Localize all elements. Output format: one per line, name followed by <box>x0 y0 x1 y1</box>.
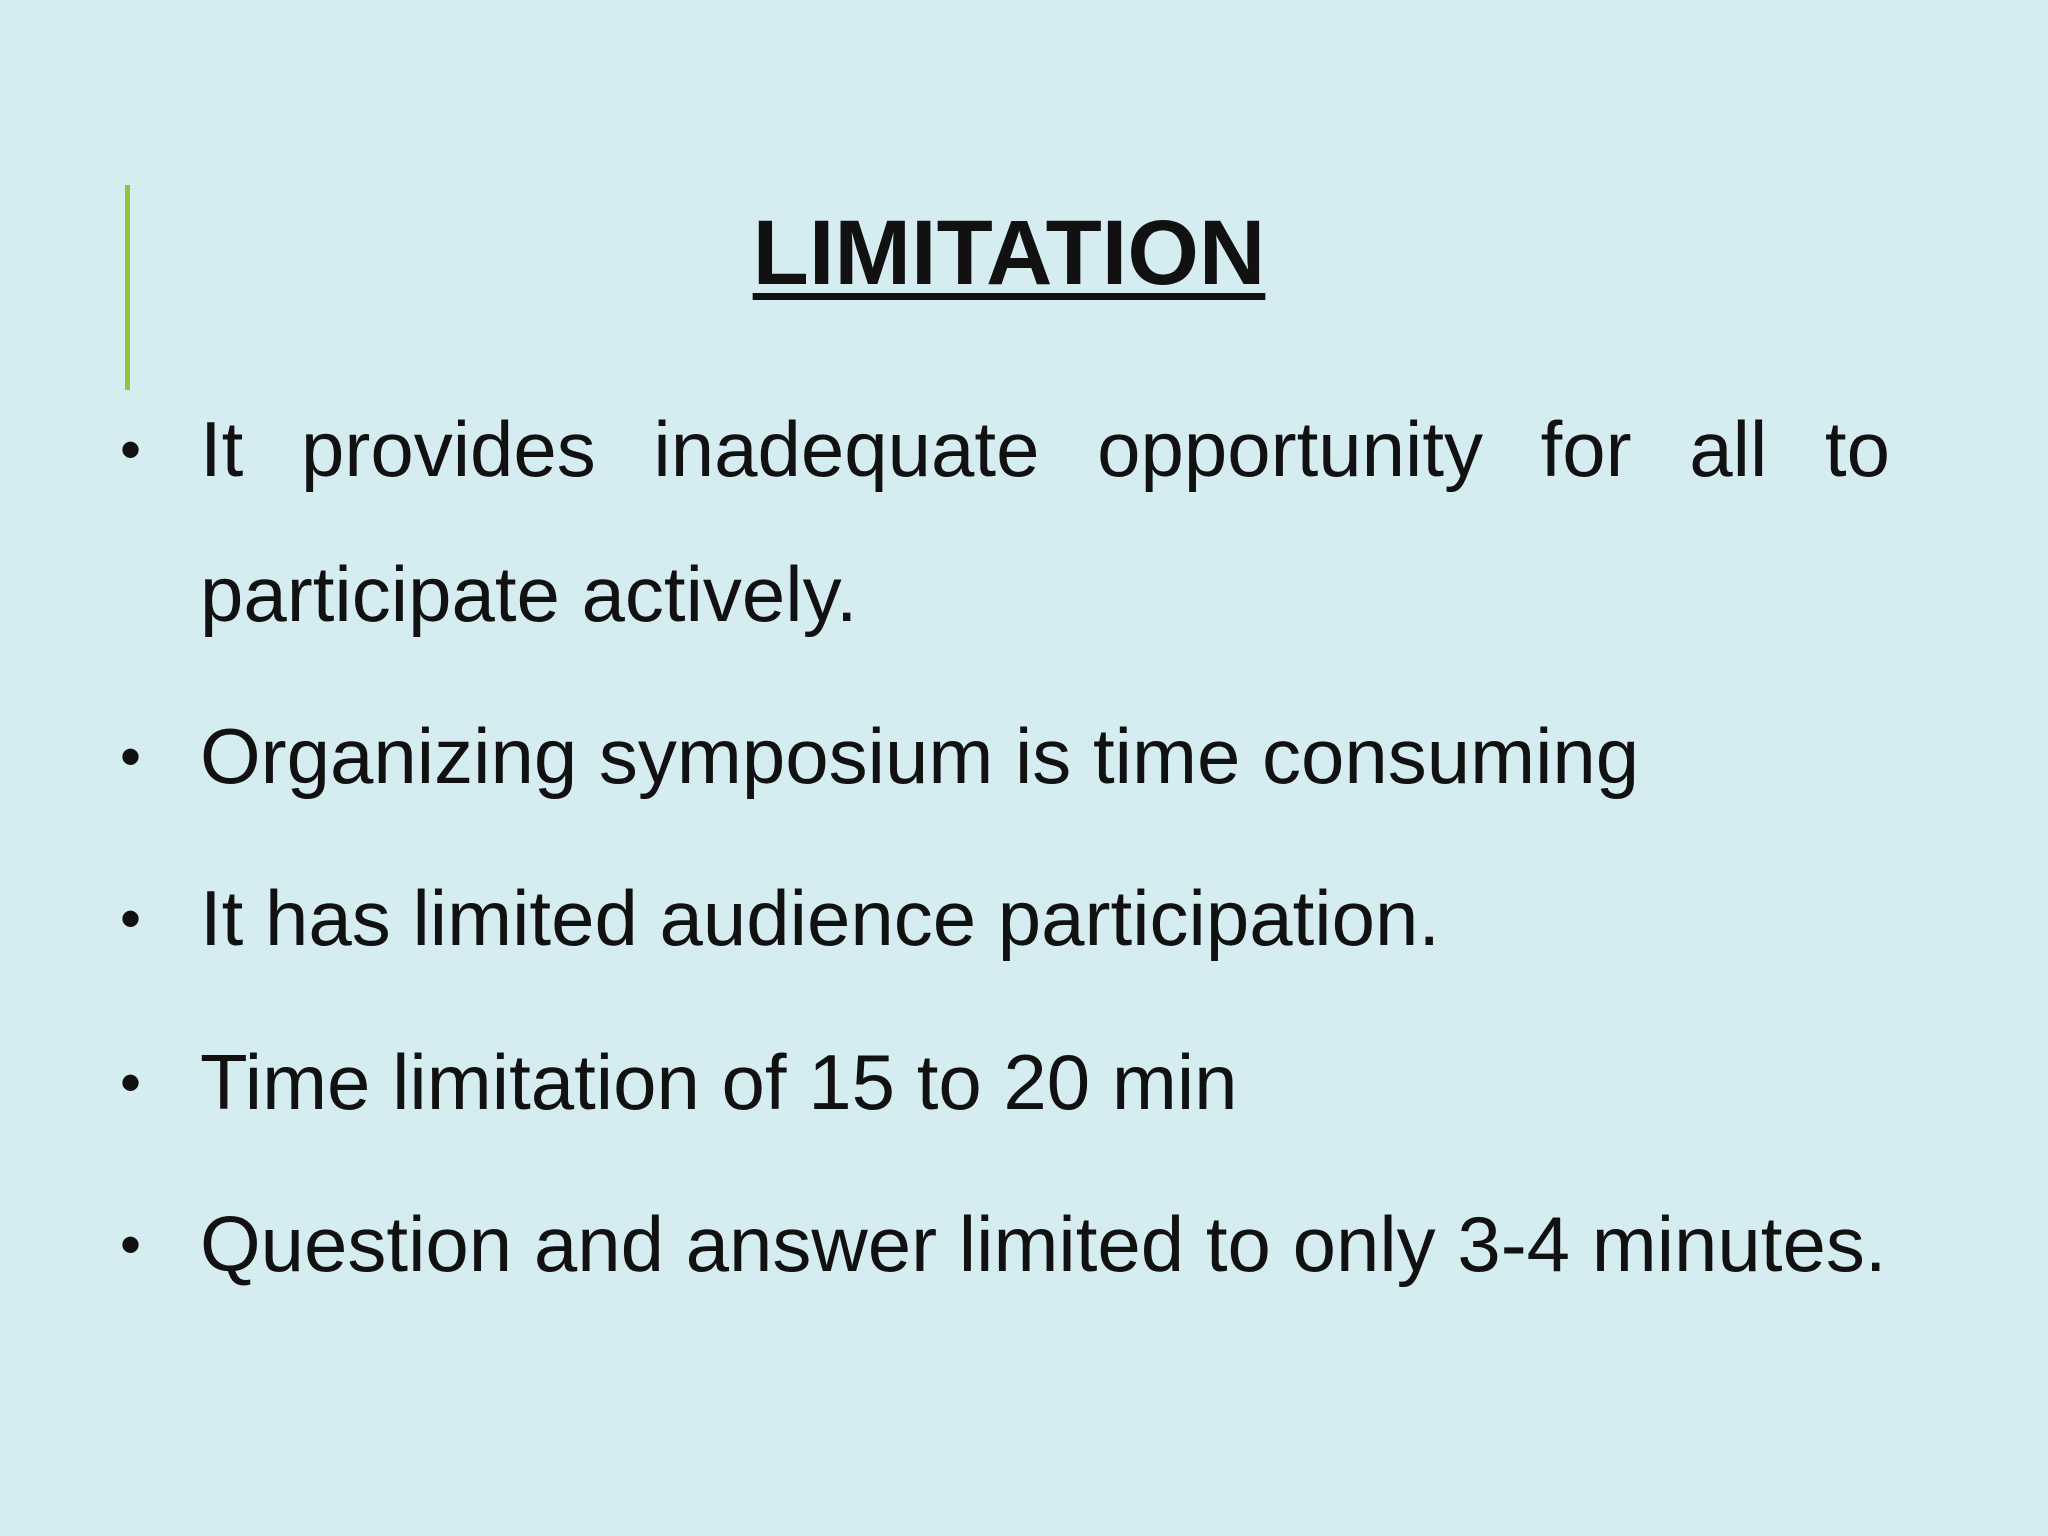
bullet-item <box>120 684 1890 829</box>
slide-title: LIMITATION <box>752 202 1266 304</box>
bullet-item <box>120 377 1890 667</box>
bullet-item <box>120 1172 1890 1317</box>
bullet-icon: • <box>120 723 142 790</box>
bullet-icon: • <box>120 1211 142 1278</box>
bullet-icon: • <box>120 416 142 483</box>
bullet-text: Organizing symposium is time consuming <box>200 712 1640 800</box>
bullet-text: It has limited audience participation. <box>200 874 1441 962</box>
bullet-item <box>120 1010 1890 1155</box>
bullet-text: Time limitation of 15 to 20 min <box>200 1038 1238 1126</box>
bullet-text: Question and answer limited to only 3-4 minutes. <box>200 1200 1887 1288</box>
bullet-item <box>120 846 1890 991</box>
bullet-icon: • <box>120 885 142 952</box>
bullet-icon: • <box>120 1049 142 1116</box>
bullet-text: It provides inadequate opportunity for all to participate actively. <box>200 405 1890 638</box>
